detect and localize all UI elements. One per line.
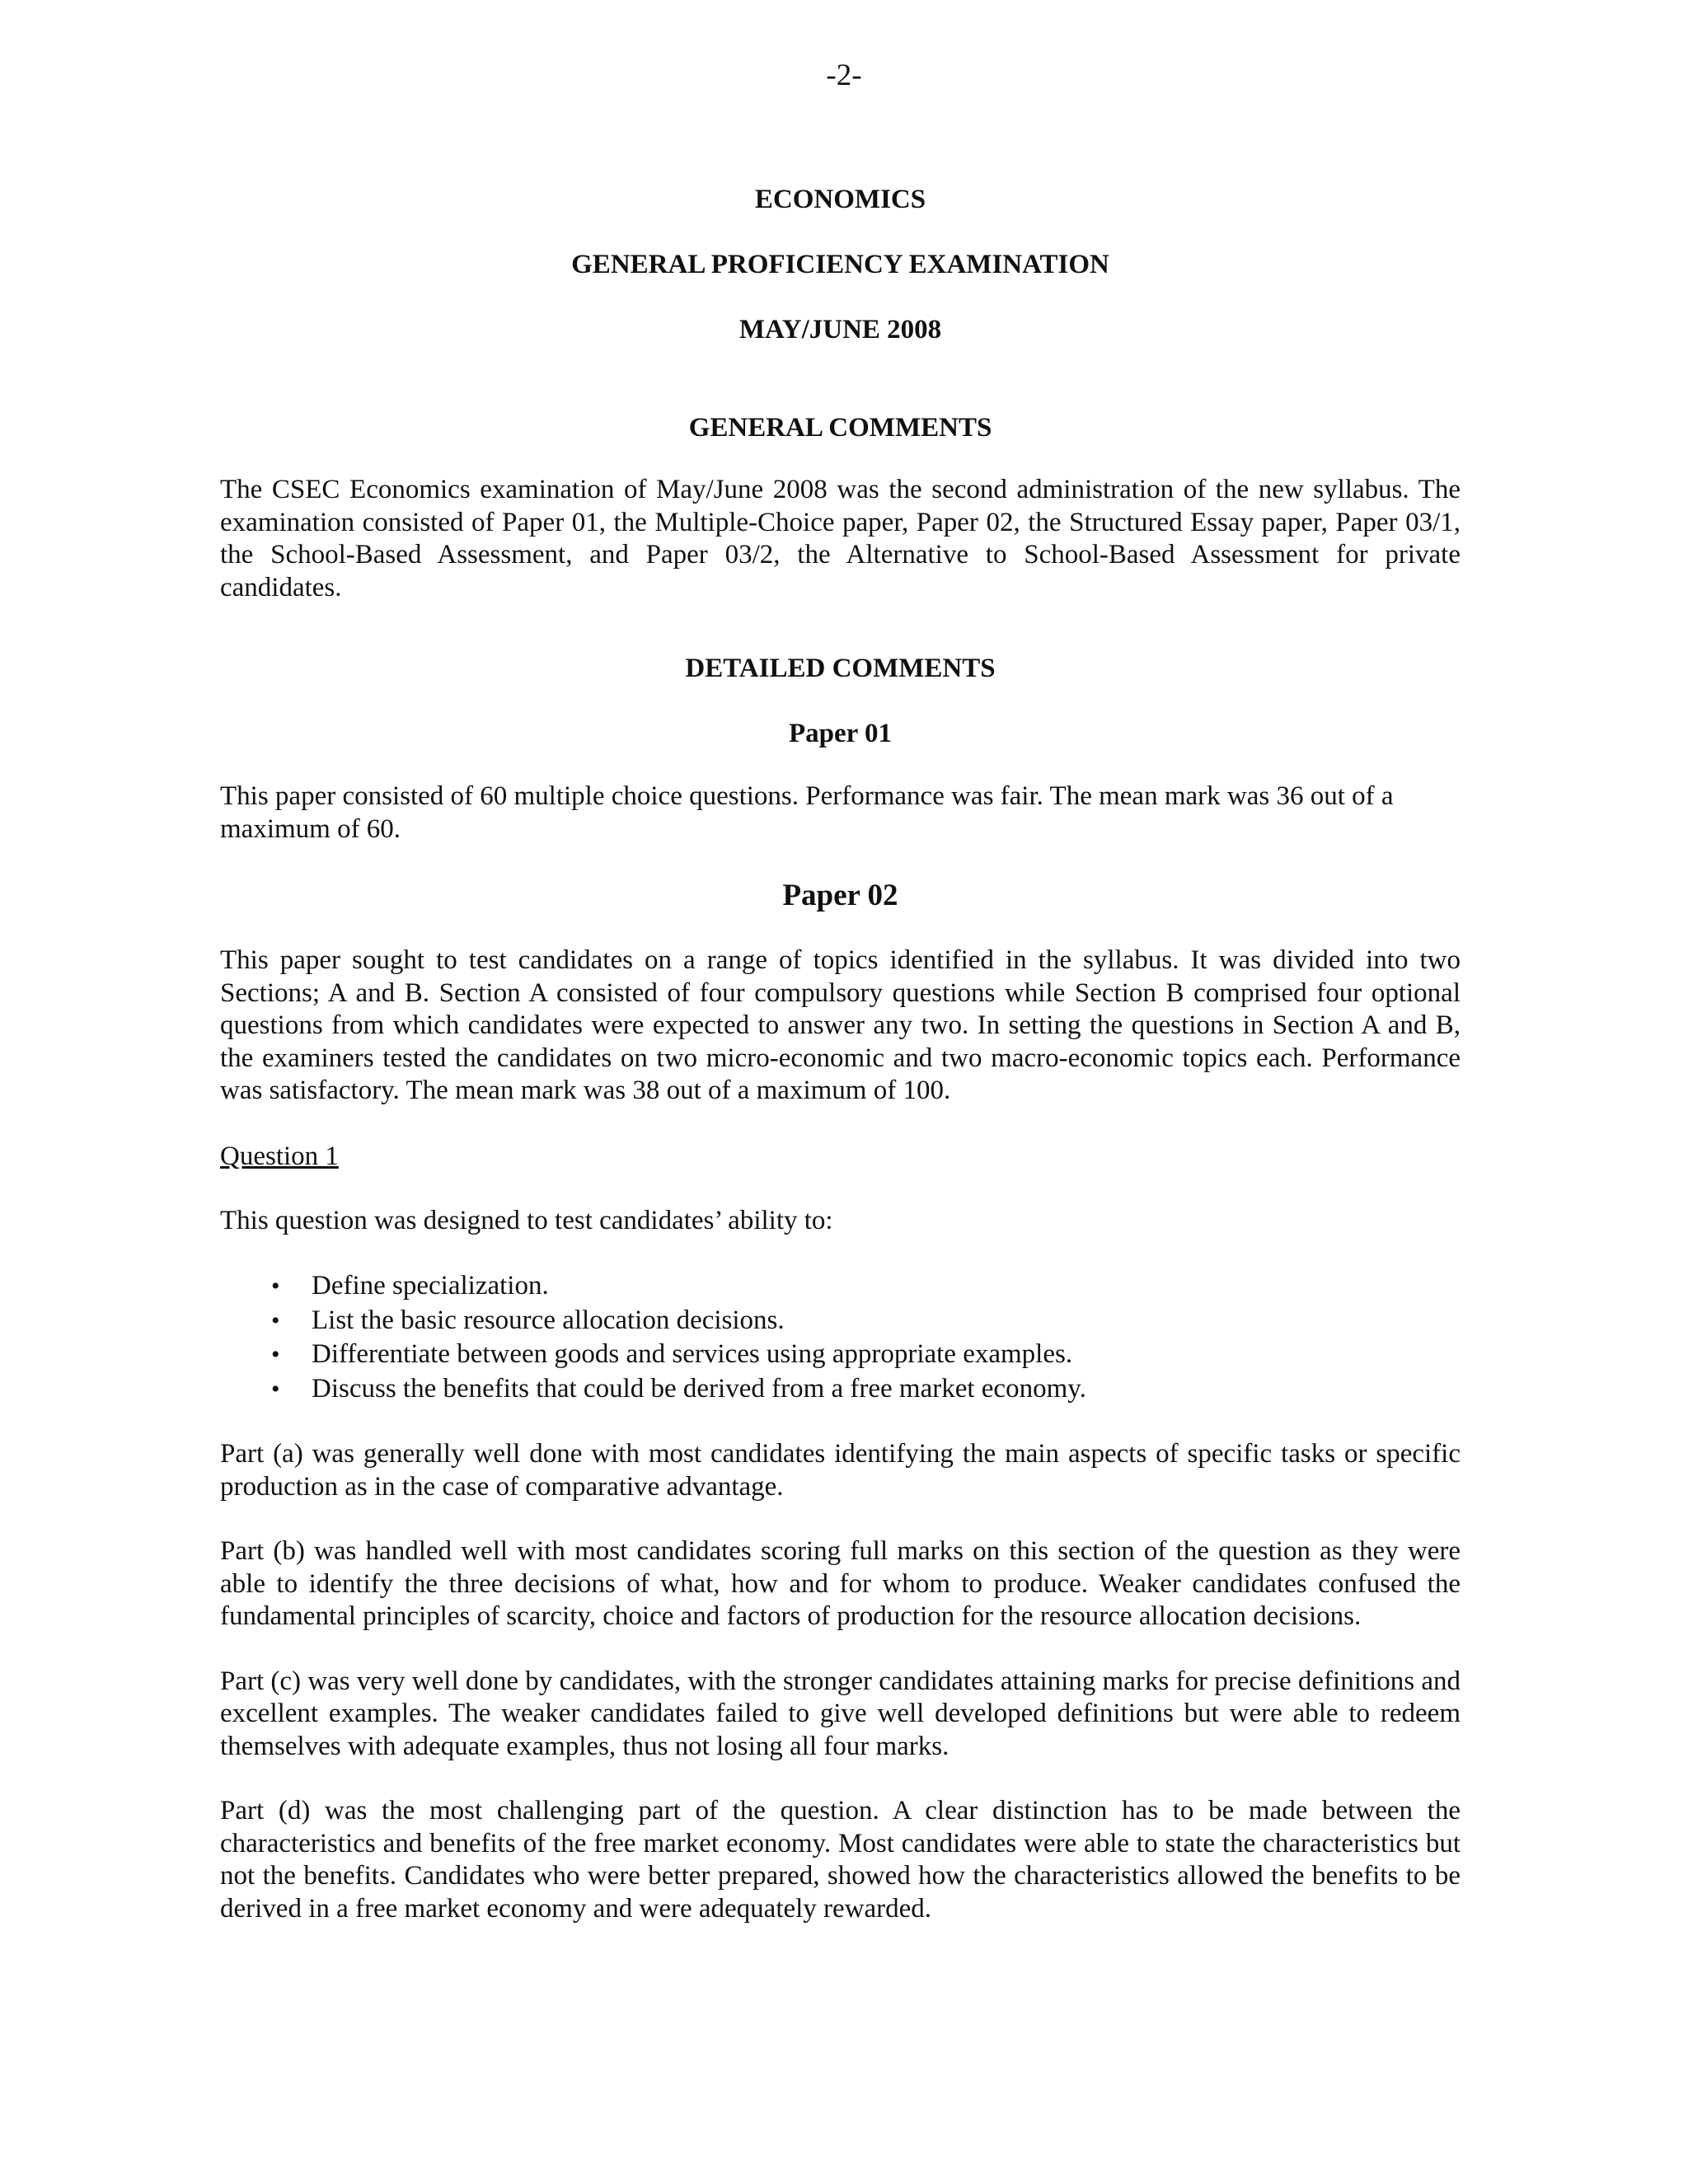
question1-label: Question 1 <box>220 1141 339 1171</box>
date-heading: MAY/JUNE 2008 <box>738 315 942 344</box>
part-c-paragraph: Part (c) was very well done by candidates, with the stronger candidates attaining marks for precise definitions and excellent examples. The weaker candidates failed to give well developed definitions but were able to redeem themselves with adequate examples, thus not losing all four marks. <box>220 1666 1461 1761</box>
objective-text: Differentiate between goods and services using appropriate examples. <box>312 1339 1073 1369</box>
paper01-paragraph: This paper consisted of 60 multiple choice questions. Performance was fair. The mean mark was 36 out of a maximum of 60. <box>220 781 1394 844</box>
bullet-icon: • <box>271 1306 280 1334</box>
paper02-heading: Paper 02 <box>782 879 898 912</box>
detailed-comments-heading: DETAILED COMMENTS <box>685 654 996 683</box>
list-item <box>220 1269 1461 1304</box>
subject-heading: ECONOMICS <box>754 185 926 214</box>
list-item <box>220 1372 1461 1407</box>
general-comments-heading: GENERAL COMMENTS <box>688 413 992 443</box>
question1-intro: This question was designed to test candidates’ ability to: <box>220 1205 833 1235</box>
part-a-paragraph: Part (a) was generally well done with most candidates identifying the main aspects of specific tasks or specific production as in the case of comparative advantage. <box>220 1439 1461 1502</box>
part-d-paragraph: Part (d) was the most challenging part of the question. A clear distinction has to be made between the characteristics and benefits of the free market economy. Most candidates were able to state the characteristics but not the benefits. Candidates who were better prepared, showed how the characteristics allowed the benefits to be derived in a free market economy and were adequately rewarded. <box>220 1796 1461 1924</box>
paper01-heading: Paper 01 <box>789 719 892 748</box>
bullet-icon: • <box>271 1272 280 1300</box>
bullet-icon: • <box>271 1341 280 1368</box>
bullet-icon: • <box>271 1375 280 1403</box>
list-item <box>220 1338 1461 1372</box>
page-number: -2- <box>826 59 862 92</box>
question1-objectives-list <box>220 1269 1461 1406</box>
part-b-paragraph: Part (b) was handled well with most candidates scoring full marks on this section of the question as they were able to identify the three decisions of what, how and for whom to produce. Weaker candidates confused the fundamental principles of scarcity, choice and factors of production for the resource allocation decisions. <box>220 1536 1461 1631</box>
paper02-paragraph: This paper sought to test candidates on a range of topics identified in the syllabus. It was divided into two Sections; A and B. Section A consisted of four compulsory questions while Section B comprised four optional questions from which candidates were expected to answer any two. In setting the questions in Section A and B, the examiners tested the candidates on two micro-economic and two macro-economic topics each. Performance was satisfactory. The mean mark was 38 out of a maximum of 100. <box>220 945 1461 1105</box>
objective-text: Define specialization. <box>312 1271 549 1301</box>
exam-heading: GENERAL PROFICIENCY EXAMINATION <box>571 250 1109 279</box>
document-body <box>220 183 1461 1925</box>
list-item <box>220 1304 1461 1338</box>
objective-text: Discuss the benefits that could be derived from a free market economy. <box>312 1373 1086 1404</box>
general-comments-paragraph: The CSEC Economics examination of May/June 2008 was the second administration of the new syllabus. The examination consisted of Paper 01, the Multiple-Choice paper, Paper 02, the Structured Essay paper, Paper 03/1, the School-Based Assessment, and Paper 03/2, the Alternative to School-Based Assessment for private candidates. <box>220 475 1461 602</box>
objective-text: List the basic resource allocation decisions. <box>312 1305 785 1335</box>
